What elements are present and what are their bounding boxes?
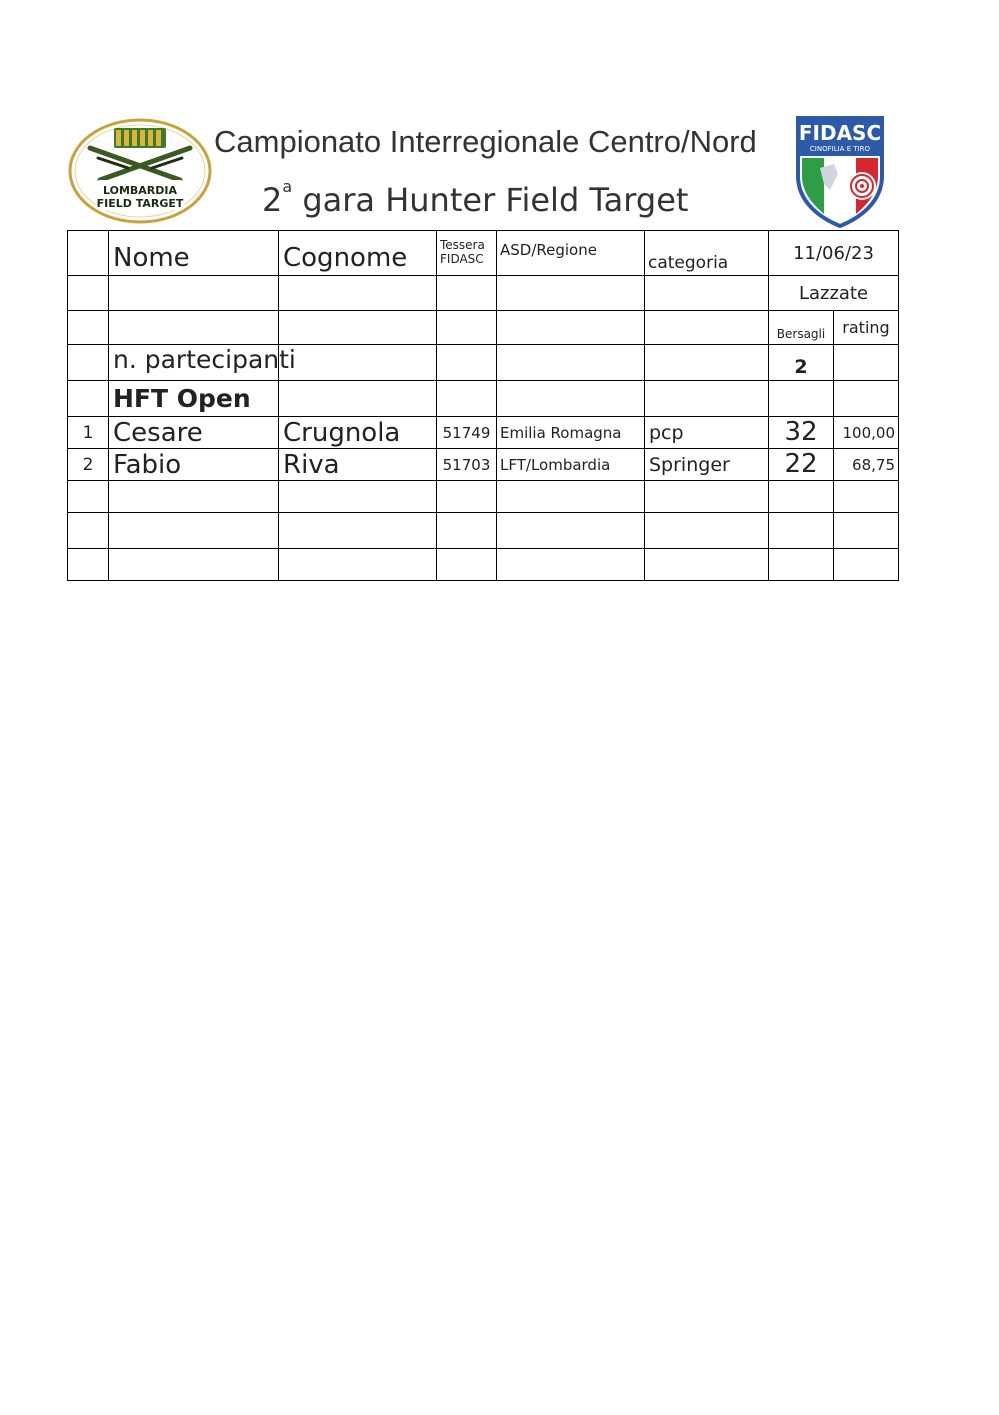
table-row [68, 449, 899, 481]
row-categoria: Springer [645, 449, 769, 481]
row-rating: 100,00 [834, 417, 899, 449]
row-nome: Fabio [109, 449, 279, 481]
col-header-tessera [437, 231, 497, 276]
row-asd: Emilia Romagna [497, 417, 645, 449]
empty-row [68, 481, 899, 513]
row-tessera: 51749 [437, 417, 497, 449]
row-position: 1 [68, 417, 109, 449]
header-row [68, 231, 899, 276]
race-number: 2 [262, 181, 283, 219]
venue-row [68, 276, 899, 311]
participants-count: 2 [769, 345, 834, 381]
logo-right-text-2: CINOFILIA E TIRO [809, 145, 871, 153]
category-title: HFT Open [109, 381, 279, 417]
row-position: 2 [68, 449, 109, 481]
category-row [68, 381, 899, 417]
results-table [67, 230, 899, 581]
row-bersagli: 22 [769, 449, 834, 481]
fidasc-logo [794, 114, 886, 230]
row-tessera: 51703 [437, 449, 497, 481]
empty-row [68, 513, 899, 549]
event-venue: Lazzate [769, 276, 899, 311]
row-cognome: Crugnola [279, 417, 437, 449]
participants-row [68, 345, 899, 381]
race-title [262, 177, 782, 219]
empty-row [68, 549, 899, 581]
col-header-cognome: Cognome [279, 231, 437, 276]
event-date: 11/06/23 [769, 231, 899, 276]
col-header-bersagli: Bersagli [769, 311, 834, 345]
subheader-row [68, 311, 899, 345]
pos-header-cell [68, 231, 109, 276]
logo-right-text-1: FIDASC [798, 121, 882, 145]
col-header-rating: rating [834, 311, 899, 345]
row-bersagli: 32 [769, 417, 834, 449]
table-row [68, 417, 899, 449]
race-title-text: gara Hunter Field Target [292, 181, 689, 219]
race-number-suffix: a [282, 177, 293, 196]
row-categoria: pcp [645, 417, 769, 449]
row-nome: Cesare [109, 417, 279, 449]
tessera-label-1: Tessera [440, 238, 485, 252]
row-rating: 68,75 [834, 449, 899, 481]
row-asd: LFT/Lombardia [497, 449, 645, 481]
championship-title: Campionato Interregionale Centro/Nord [214, 124, 757, 159]
tessera-label-2: FIDASC [440, 252, 484, 266]
logo-left-text-2: FIELD TARGET [96, 197, 184, 210]
col-header-nome: Nome [109, 231, 279, 276]
row-cognome: Riva [279, 449, 437, 481]
col-header-asd: ASD/Regione [497, 231, 645, 276]
participants-label-cell [109, 345, 296, 381]
lombardia-field-target-logo [68, 118, 212, 224]
logo-left-text-1: LOMBARDIA [102, 184, 178, 197]
participants-label: n. partecipanti [113, 345, 296, 374]
col-header-categoria: categoria [645, 231, 769, 276]
